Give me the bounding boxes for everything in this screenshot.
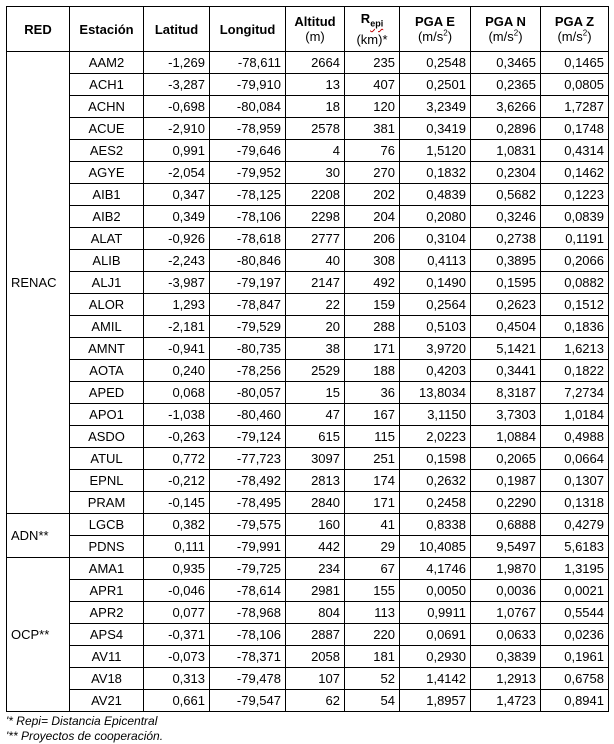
table-row <box>7 140 609 162</box>
cell-pga-e: 0,4203 <box>400 360 471 382</box>
cell-estacion: ACH1 <box>70 74 144 96</box>
cell-longitud: -78,106 <box>210 206 286 228</box>
cell-estacion: ALOR <box>70 294 144 316</box>
cell-longitud: -78,847 <box>210 294 286 316</box>
cell-altitud: 40 <box>286 250 345 272</box>
cell-pga-e: 0,0691 <box>400 624 471 646</box>
table-row <box>7 74 609 96</box>
cell-pga-e: 0,4113 <box>400 250 471 272</box>
cell-estacion: AV11 <box>70 646 144 668</box>
cell-pga-z: 1,7287 <box>541 96 609 118</box>
cell-estacion: AV18 <box>70 668 144 690</box>
cell-longitud: -79,646 <box>210 140 286 162</box>
table-row <box>7 96 609 118</box>
header-pga-e-unit: $(m/s^2)$ <box>417 28 453 44</box>
cell-pga-e: 1,5120 <box>400 140 471 162</box>
cell-latitud: -2,054 <box>144 162 210 184</box>
table-row <box>7 426 609 448</box>
cell-latitud: 0,991 <box>144 140 210 162</box>
cell-altitud: 30 <box>286 162 345 184</box>
cell-longitud: -79,725 <box>210 558 286 580</box>
cell-pga-z: 0,0021 <box>541 580 609 602</box>
cell-latitud: 0,382 <box>144 514 210 536</box>
cell-pga-z: 0,8941 <box>541 690 609 712</box>
cell-pga-n: 1,0831 <box>471 140 541 162</box>
cell-estacion: AES2 <box>70 140 144 162</box>
cell-estacion: APR1 <box>70 580 144 602</box>
cell-longitud: -78,968 <box>210 602 286 624</box>
cell-longitud: -78,106 <box>210 624 286 646</box>
cell-pga-n: 0,0633 <box>471 624 541 646</box>
cell-altitud: 2578 <box>286 118 345 140</box>
header-pga-n: PGA N $(m/s^2)$ <box>471 7 541 52</box>
cell-repi: 204 <box>345 206 400 228</box>
cell-latitud: 0,772 <box>144 448 210 470</box>
cell-repi: 36 <box>345 382 400 404</box>
cell-estacion: AGYE <box>70 162 144 184</box>
cell-pga-n: 0,5682 <box>471 184 541 206</box>
cell-latitud: -0,263 <box>144 426 210 448</box>
cell-pga-z: 0,0236 <box>541 624 609 646</box>
cell-longitud: -78,959 <box>210 118 286 140</box>
cell-altitud: 2981 <box>286 580 345 602</box>
footnote-cooperation: '** Proyectos de cooperación. <box>6 729 164 743</box>
table-row <box>7 360 609 382</box>
cell-longitud: -78,125 <box>210 184 286 206</box>
cell-latitud: 0,313 <box>144 668 210 690</box>
cell-pga-e: 3,9720 <box>400 338 471 360</box>
cell-repi: 288 <box>345 316 400 338</box>
cell-pga-n: 9,5497 <box>471 536 541 558</box>
cell-estacion: PRAM <box>70 492 144 514</box>
cell-latitud: -1,038 <box>144 404 210 426</box>
cell-pga-z: 0,1223 <box>541 184 609 206</box>
cell-pga-z: 0,0839 <box>541 206 609 228</box>
cell-latitud: -0,371 <box>144 624 210 646</box>
cell-estacion: AMNT <box>70 338 144 360</box>
table-row <box>7 668 609 690</box>
cell-repi: 381 <box>345 118 400 140</box>
header-repi-unit: (km)* <box>356 31 388 47</box>
cell-longitud: -79,529 <box>210 316 286 338</box>
cell-altitud: 2813 <box>286 470 345 492</box>
cell-pga-n: 0,2304 <box>471 162 541 184</box>
station-table <box>6 6 609 712</box>
table-row <box>7 602 609 624</box>
cell-pga-n: 3,6266 <box>471 96 541 118</box>
cell-pga-z: 0,1318 <box>541 492 609 514</box>
cell-pga-z: 0,1462 <box>541 162 609 184</box>
cell-estacion: ACUE <box>70 118 144 140</box>
cell-pga-e: 3,1150 <box>400 404 471 426</box>
cell-altitud: 2840 <box>286 492 345 514</box>
cell-longitud: -78,495 <box>210 492 286 514</box>
cell-pga-z: 0,1512 <box>541 294 609 316</box>
cell-pga-z: 1,0184 <box>541 404 609 426</box>
cell-pga-n: 1,2913 <box>471 668 541 690</box>
cell-pga-z: 0,5544 <box>541 602 609 624</box>
cell-altitud: 2664 <box>286 52 345 74</box>
cell-longitud: -79,952 <box>210 162 286 184</box>
cell-longitud: -78,371 <box>210 646 286 668</box>
cell-repi: 159 <box>345 294 400 316</box>
cell-latitud: 0,661 <box>144 690 210 712</box>
cell-repi: 54 <box>345 690 400 712</box>
header-pga-z: PGA Z $(m/s^2)$ <box>541 7 609 52</box>
cell-latitud: -0,145 <box>144 492 210 514</box>
cell-latitud: -3,287 <box>144 74 210 96</box>
cell-longitud: -80,735 <box>210 338 286 360</box>
cell-pga-e: 0,9911 <box>400 602 471 624</box>
cell-latitud: -0,698 <box>144 96 210 118</box>
cell-estacion: ALAT <box>70 228 144 250</box>
cell-latitud: 0,935 <box>144 558 210 580</box>
cell-longitud: -78,611 <box>210 52 286 74</box>
cell-latitud: -2,181 <box>144 316 210 338</box>
cell-pga-n: 0,2365 <box>471 74 541 96</box>
cell-estacion: APED <box>70 382 144 404</box>
cell-latitud: -0,046 <box>144 580 210 602</box>
table-row <box>7 624 609 646</box>
cell-altitud: 2147 <box>286 272 345 294</box>
cell-pga-n: 0,1595 <box>471 272 541 294</box>
cell-pga-n: 0,3895 <box>471 250 541 272</box>
cell-altitud: 18 <box>286 96 345 118</box>
cell-pga-n: 8,3187 <box>471 382 541 404</box>
cell-pga-e: 0,3419 <box>400 118 471 140</box>
cell-pga-n: 0,2738 <box>471 228 541 250</box>
cell-altitud: 62 <box>286 690 345 712</box>
cell-pga-e: 13,8034 <box>400 382 471 404</box>
cell-pga-e: 0,2501 <box>400 74 471 96</box>
cell-longitud: -78,618 <box>210 228 286 250</box>
cell-pga-n: 0,2290 <box>471 492 541 514</box>
table-row <box>7 294 609 316</box>
cell-estacion: ALJ1 <box>70 272 144 294</box>
cell-pga-e: 0,2548 <box>400 52 471 74</box>
cell-altitud: 20 <box>286 316 345 338</box>
cell-estacion: LGCB <box>70 514 144 536</box>
table-row <box>7 580 609 602</box>
cell-longitud: -80,057 <box>210 382 286 404</box>
cell-pga-z: 0,1961 <box>541 646 609 668</box>
cell-pga-e: 0,3104 <box>400 228 471 250</box>
cell-altitud: 3097 <box>286 448 345 470</box>
cell-pga-z: 0,0805 <box>541 74 609 96</box>
cell-pga-e: 0,1598 <box>400 448 471 470</box>
cell-altitud: 22 <box>286 294 345 316</box>
cell-pga-z: 0,2066 <box>541 250 609 272</box>
cell-pga-e: 0,1490 <box>400 272 471 294</box>
cell-repi: 41 <box>345 514 400 536</box>
cell-estacion: ATUL <box>70 448 144 470</box>
cell-pga-n: 0,2896 <box>471 118 541 140</box>
cell-estacion: AV21 <box>70 690 144 712</box>
cell-repi: 120 <box>345 96 400 118</box>
cell-pga-n: 0,3246 <box>471 206 541 228</box>
cell-latitud: -0,073 <box>144 646 210 668</box>
cell-longitud: -79,124 <box>210 426 286 448</box>
cell-longitud: -78,492 <box>210 470 286 492</box>
table-row <box>7 448 609 470</box>
cell-pga-z: 0,1748 <box>541 118 609 140</box>
table-body <box>7 52 609 712</box>
cell-estacion: EPNL <box>70 470 144 492</box>
cell-repi: 76 <box>345 140 400 162</box>
cell-altitud: 38 <box>286 338 345 360</box>
station-table-container <box>6 6 608 744</box>
header-altitud: Altitud (m) <box>286 7 345 52</box>
cell-pga-z: 0,1836 <box>541 316 609 338</box>
cell-repi: 174 <box>345 470 400 492</box>
cell-pga-n: 0,0036 <box>471 580 541 602</box>
cell-pga-e: 4,1746 <box>400 558 471 580</box>
table-row <box>7 470 609 492</box>
cell-longitud: -79,197 <box>210 272 286 294</box>
cell-repi: 308 <box>345 250 400 272</box>
cell-pga-e: 0,2632 <box>400 470 471 492</box>
cell-pga-e: 0,2930 <box>400 646 471 668</box>
cell-latitud: 0,077 <box>144 602 210 624</box>
cell-pga-z: 0,1465 <box>541 52 609 74</box>
cell-longitud: -78,614 <box>210 580 286 602</box>
footnote-repi: '* Repi= Distancia Epicentral <box>6 714 158 728</box>
cell-latitud: 1,293 <box>144 294 210 316</box>
cell-pga-n: 1,4723 <box>471 690 541 712</box>
cell-latitud: -0,212 <box>144 470 210 492</box>
header-row <box>7 7 609 52</box>
cell-pga-n: 1,0767 <box>471 602 541 624</box>
cell-pga-z: 0,4988 <box>541 426 609 448</box>
header-estacion: Estación <box>70 7 144 52</box>
cell-estacion: AOTA <box>70 360 144 382</box>
cell-repi: 220 <box>345 624 400 646</box>
cell-altitud: 234 <box>286 558 345 580</box>
cell-latitud: 0,111 <box>144 536 210 558</box>
cell-pga-e: 0,2564 <box>400 294 471 316</box>
cell-altitud: 160 <box>286 514 345 536</box>
cell-latitud: -0,941 <box>144 338 210 360</box>
table-row <box>7 338 609 360</box>
header-latitud: Latitud <box>144 7 210 52</box>
cell-repi: 188 <box>345 360 400 382</box>
cell-pga-z: 1,6213 <box>541 338 609 360</box>
cell-altitud: 615 <box>286 426 345 448</box>
cell-pga-e: 1,8957 <box>400 690 471 712</box>
table-row <box>7 558 609 580</box>
red-group-cell: ADN** <box>7 514 70 558</box>
cell-altitud: 47 <box>286 404 345 426</box>
cell-pga-n: 0,3465 <box>471 52 541 74</box>
cell-estacion: APO1 <box>70 404 144 426</box>
table-row <box>7 690 609 712</box>
table-row <box>7 316 609 338</box>
cell-altitud: 2777 <box>286 228 345 250</box>
cell-altitud: 442 <box>286 536 345 558</box>
cell-pga-z: 0,1307 <box>541 470 609 492</box>
cell-pga-e: 2,0223 <box>400 426 471 448</box>
cell-longitud: -80,084 <box>210 96 286 118</box>
cell-estacion: ACHN <box>70 96 144 118</box>
cell-longitud: -79,910 <box>210 74 286 96</box>
cell-longitud: -80,460 <box>210 404 286 426</box>
cell-repi: 171 <box>345 492 400 514</box>
table-row <box>7 492 609 514</box>
cell-latitud: -2,910 <box>144 118 210 140</box>
cell-repi: 115 <box>345 426 400 448</box>
header-pga-e: PGA E $(m/s^2)$ <box>400 7 471 52</box>
cell-pga-n: 0,3441 <box>471 360 541 382</box>
table-row <box>7 646 609 668</box>
cell-repi: 407 <box>345 74 400 96</box>
cell-latitud: -0,926 <box>144 228 210 250</box>
cell-longitud: -79,478 <box>210 668 286 690</box>
footnotes <box>6 714 608 744</box>
cell-latitud: 0,347 <box>144 184 210 206</box>
cell-pga-e: 1,4142 <box>400 668 471 690</box>
cell-pga-z: 0,6758 <box>541 668 609 690</box>
cell-pga-z: 0,1191 <box>541 228 609 250</box>
cell-altitud: 2529 <box>286 360 345 382</box>
cell-repi: 167 <box>345 404 400 426</box>
header-pga-n-unit: $(m/s^2)$ <box>488 28 523 44</box>
cell-longitud: -79,575 <box>210 514 286 536</box>
table-row <box>7 536 609 558</box>
cell-repi: 492 <box>345 272 400 294</box>
cell-pga-e: 0,8338 <box>400 514 471 536</box>
cell-longitud: -77,723 <box>210 448 286 470</box>
cell-altitud: 13 <box>286 74 345 96</box>
cell-pga-z: 7,2734 <box>541 382 609 404</box>
cell-repi: 270 <box>345 162 400 184</box>
header-longitud: Longitud <box>210 7 286 52</box>
cell-pga-e: 0,1832 <box>400 162 471 184</box>
table-row <box>7 404 609 426</box>
cell-pga-n: 0,4504 <box>471 316 541 338</box>
cell-longitud: -79,991 <box>210 536 286 558</box>
cell-altitud: 107 <box>286 668 345 690</box>
cell-longitud: -78,256 <box>210 360 286 382</box>
cell-repi: 202 <box>345 184 400 206</box>
cell-longitud: -80,846 <box>210 250 286 272</box>
table-row <box>7 382 609 404</box>
cell-altitud: 15 <box>286 382 345 404</box>
cell-pga-n: 5,1421 <box>471 338 541 360</box>
cell-pga-e: 3,2349 <box>400 96 471 118</box>
table-row <box>7 206 609 228</box>
cell-latitud: -3,987 <box>144 272 210 294</box>
cell-altitud: 2298 <box>286 206 345 228</box>
header-red: RED <box>7 7 70 52</box>
cell-repi: 181 <box>345 646 400 668</box>
table-row <box>7 228 609 250</box>
red-group-cell: OCP** <box>7 558 70 712</box>
cell-latitud: -2,243 <box>144 250 210 272</box>
cell-pga-e: 10,4085 <box>400 536 471 558</box>
cell-altitud: 804 <box>286 602 345 624</box>
cell-longitud: -79,547 <box>210 690 286 712</box>
table-row <box>7 162 609 184</box>
cell-altitud: 2208 <box>286 184 345 206</box>
cell-repi: 29 <box>345 536 400 558</box>
table-row <box>7 250 609 272</box>
cell-pga-n: 0,1987 <box>471 470 541 492</box>
table-row <box>7 184 609 206</box>
cell-repi: 171 <box>345 338 400 360</box>
cell-estacion: ASDO <box>70 426 144 448</box>
cell-altitud: 2887 <box>286 624 345 646</box>
cell-pga-e: 0,2080 <box>400 206 471 228</box>
cell-estacion: AAM2 <box>70 52 144 74</box>
cell-estacion: AIB1 <box>70 184 144 206</box>
cell-altitud: 4 <box>286 140 345 162</box>
cell-pga-n: 1,0884 <box>471 426 541 448</box>
cell-repi: 206 <box>345 228 400 250</box>
cell-pga-n: 1,9870 <box>471 558 541 580</box>
cell-estacion: AMA1 <box>70 558 144 580</box>
cell-altitud: 2058 <box>286 646 345 668</box>
cell-latitud: -1,269 <box>144 52 210 74</box>
cell-estacion: APS4 <box>70 624 144 646</box>
cell-pga-n: 3,7303 <box>471 404 541 426</box>
table-row <box>7 118 609 140</box>
cell-pga-e: 0,4839 <box>400 184 471 206</box>
cell-repi: 67 <box>345 558 400 580</box>
cell-pga-z: 0,4279 <box>541 514 609 536</box>
cell-estacion: AIB2 <box>70 206 144 228</box>
table-row <box>7 514 609 536</box>
cell-pga-e: 0,5103 <box>400 316 471 338</box>
cell-latitud: 0,068 <box>144 382 210 404</box>
cell-pga-z: 1,3195 <box>541 558 609 580</box>
cell-estacion: PDNS <box>70 536 144 558</box>
red-group-cell: RENAC <box>7 52 70 514</box>
cell-repi: 251 <box>345 448 400 470</box>
cell-pga-n: 0,6888 <box>471 514 541 536</box>
header-altitud-unit: (m) <box>305 29 325 44</box>
cell-pga-z: 0,1822 <box>541 360 609 382</box>
header-repi: $R_{epi}$ (km)* <box>345 7 400 52</box>
table-row <box>7 272 609 294</box>
cell-pga-z: 5,6183 <box>541 536 609 558</box>
cell-repi: 52 <box>345 668 400 690</box>
cell-repi: 113 <box>345 602 400 624</box>
cell-latitud: 0,349 <box>144 206 210 228</box>
cell-repi: 235 <box>345 52 400 74</box>
cell-repi: 155 <box>345 580 400 602</box>
cell-pga-z: 0,0882 <box>541 272 609 294</box>
cell-estacion: ALIB <box>70 250 144 272</box>
cell-pga-n: 0,3839 <box>471 646 541 668</box>
cell-pga-z: 0,0664 <box>541 448 609 470</box>
cell-latitud: 0,240 <box>144 360 210 382</box>
header-pga-z-unit: $(m/s^2)$ <box>557 28 592 44</box>
cell-estacion: APR2 <box>70 602 144 624</box>
cell-estacion: AMIL <box>70 316 144 338</box>
cell-pga-e: 0,0050 <box>400 580 471 602</box>
cell-pga-e: 0,2458 <box>400 492 471 514</box>
cell-pga-z: 0,4314 <box>541 140 609 162</box>
cell-pga-n: 0,2623 <box>471 294 541 316</box>
cell-pga-n: 0,2065 <box>471 448 541 470</box>
table-row <box>7 52 609 74</box>
